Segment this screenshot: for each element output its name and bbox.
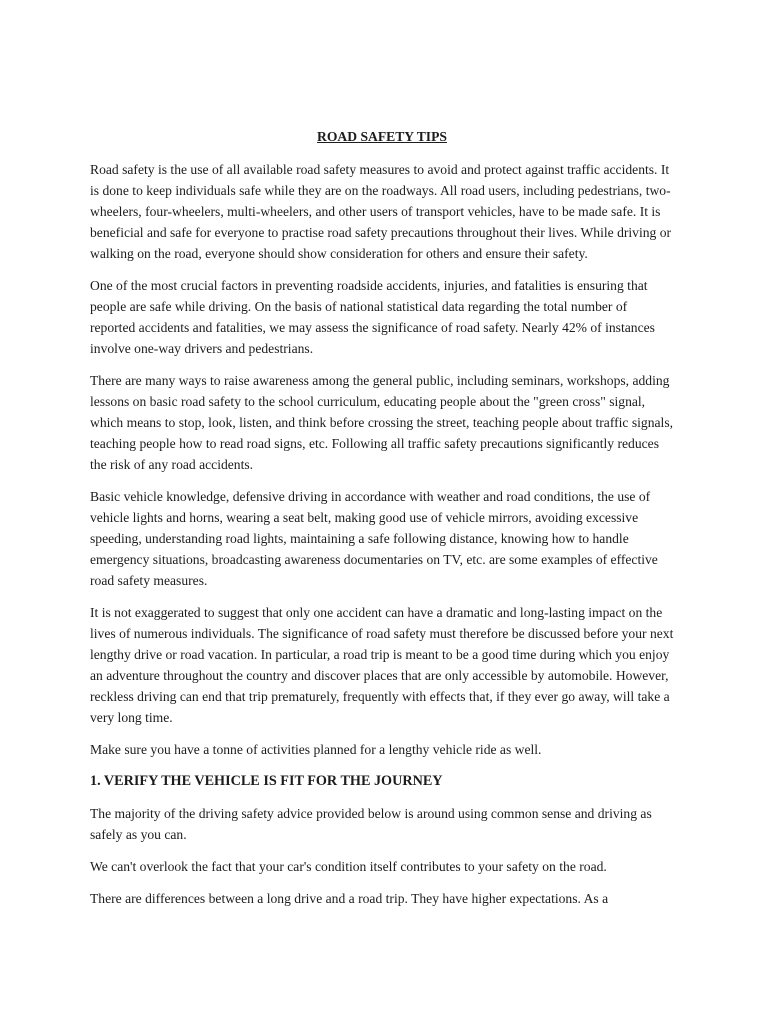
document-title: ROAD SAFETY TIPS [317,129,447,144]
paragraph-intro-2: One of the most crucial factors in preventing roadside accidents, injuries, and fatalities is ensuring that people are safe while driving. On the basis of national statistical data regarding the total number of reported accidents and fatalities, we may assess the significance of road safety. Nearly 42% of instances involve one-way drivers and pedestrians. [90,278,655,356]
section-heading: 1. VERIFY THE VEHICLE IS FIT FOR THE JOURNEY [90,773,443,789]
paragraph-section-1: The majority of the driving safety advice provided below is around using common sense and driving as safely as you can. [90,806,652,842]
document-page [90,126,674,920]
paragraph-section-2: We can't overlook the fact that your car's condition itself contributes to your safety on the road. [90,859,607,874]
paragraph-intro-6: Make sure you have a tonne of activities planned for a lengthy vehicle ride as well. [90,742,542,757]
paragraph-intro-4: Basic vehicle knowledge, defensive driving in accordance with weather and road conditions, the use of vehicle lights and horns, wearing a seat belt, making good use of vehicle mirrors, avoiding excessive speeding, understanding road lights, maintaining a safe following distance, knowing how to handle emergency situations, broadcasting awareness documentaries on TV, etc. are some examples of effective road safety measures. [90,489,658,588]
paragraph-intro-1: Road safety is the use of all available road safety measures to avoid and protect against traffic accidents. It is done to keep individuals safe while they are on the roadways. All road users, including pedestrians, two-wheelers, four-wheelers, multi-wheelers, and other users of transport vehicles, have to be made safe. It is beneficial and safe for everyone to practise road safety precautions throughout their lives. While driving or walking on the road, everyone should show consideration for others and ensure their safety. [90,162,672,261]
paragraph-section-3: There are differences between a long drive and a road trip. They have higher expectations. As a [90,891,609,906]
paragraph-intro-5: It is not exaggerated to suggest that only one accident can have a dramatic and long-lasting impact on the lives of numerous individuals. The significance of road safety must therefore be discussed before your next lengthy drive or road vacation. In particular, a road trip is meant to be a good time during which you enjoy an adventure throughout the country and discover places that are only accessible by automobile. However, reckless driving can end that trip prematurely, frequently with effects that, if they ever go away, will take a very long time. [90,605,674,725]
paragraph-intro-3: There are many ways to raise awareness among the general public, including seminars, workshops, adding lessons on basic road safety to the school curriculum, educating people about the "green cross" signal, which means to stop, look, listen, and think before crossing the street, teaching people about traffic signals, teaching people how to read road signs, etc. Following all traffic safety precautions significantly reduces the risk of any road accidents. [90,373,674,472]
